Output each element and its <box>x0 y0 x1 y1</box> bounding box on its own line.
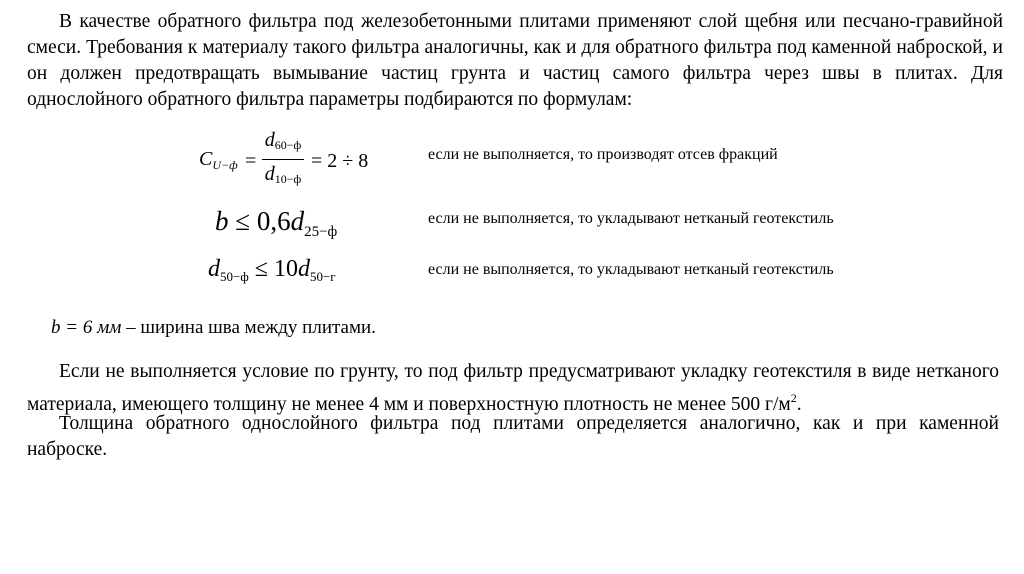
formula-3-subscript-2: 50−г <box>309 269 336 284</box>
unit-superscript: 2 <box>790 391 797 405</box>
fraction-denominator <box>262 162 304 191</box>
soil-condition-text: Если не выполняется условие по грунту, то под фильтр предусматривают укладку геотекстиля в виде нетканого материала, имеющего толщину не менее 4 мм и поверхностную плотность не менее 500 г/м <box>27 361 999 415</box>
formula-3 <box>208 256 336 285</box>
b-definition <box>51 315 951 341</box>
formula-2-b: b <box>215 206 229 236</box>
formula-3-subscript-1: 50−ф <box>220 269 249 284</box>
formula-2-d: d <box>290 206 305 236</box>
formula-1-rhs: = 2 ÷ 8 <box>311 150 369 172</box>
formula-2-subscript: 25−ф <box>304 224 338 240</box>
formula-3-operator: ≤ 10 <box>248 256 298 282</box>
fraction-numerator <box>262 128 304 157</box>
formula-1-equals: = <box>245 150 257 172</box>
formula-1-lhs-symbol: C <box>199 148 213 170</box>
formula-2-note: если не выполняется, то укладывают нетканый геотекстиль <box>428 210 834 227</box>
soil-condition-end: . <box>796 394 802 415</box>
fraction-bar <box>262 159 304 160</box>
formula-3-d2: d <box>297 256 310 282</box>
formula-1-lhs-subscript: U−ф <box>212 158 238 172</box>
formula-1-note: если не выполняется, то производят отсев фракций <box>428 146 778 163</box>
b-definition-symbol: b = 6 мм <box>51 317 122 338</box>
numerator-symbol: d <box>264 129 275 151</box>
b-definition-text: – ширина шва между плитами. <box>121 317 376 338</box>
formula-2-operator: ≤ 0,6 <box>228 206 291 236</box>
denominator-symbol: d <box>264 163 275 185</box>
formula-1-lhs <box>199 148 238 173</box>
formula-3-note: если не выполняется, то укладывают нетканый геотекстиль <box>428 261 834 278</box>
thickness-paragraph: Толщина обратного однослойного фильтра под плитами определяется аналогично, как и при каменной наброске. <box>27 413 999 460</box>
formula-1-fraction <box>262 128 304 191</box>
denominator-subscript: 10−ф <box>274 172 302 186</box>
formula-2 <box>215 206 337 241</box>
formula-3-d1: d <box>208 256 220 282</box>
soil-condition-paragraph <box>27 359 999 418</box>
intro-paragraph: В качестве обратного фильтра под железобетонными плитами применяют слой щебня или песчано-гравийной смеси. Требования к материалу такого фильтра аналогичны, как и для обратного фильтра под каменной наброской, и он должен предотвращать вымывание частиц грунта и частиц самого фильтра через швы в плитах. Для однослойного обратного фильтра параметры подбираются по формулам: <box>27 11 1003 110</box>
numerator-subscript: 60−ф <box>274 138 302 152</box>
